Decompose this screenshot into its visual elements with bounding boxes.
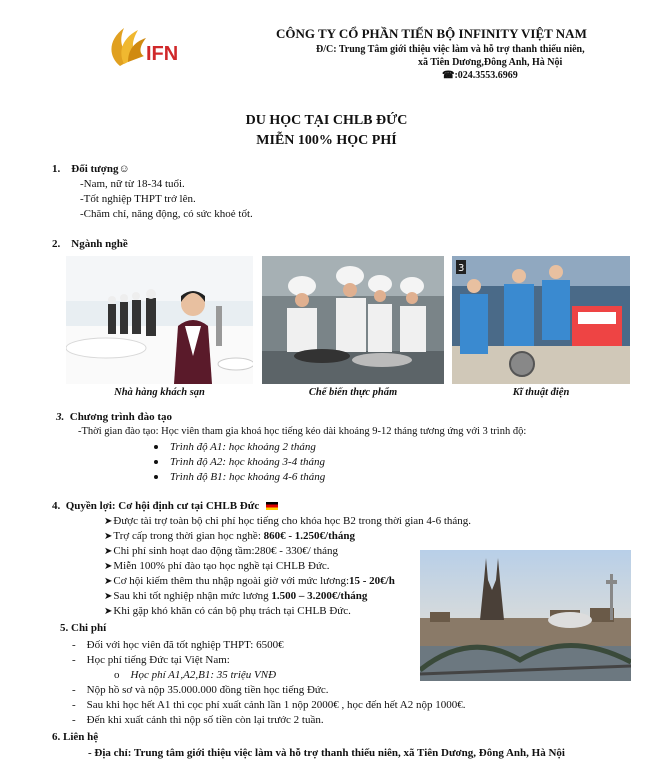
list-item: Trình độ B1: học khoảng 4-6 tháng <box>154 471 325 485</box>
list-item: - Nộp hồ sơ và nộp 35.000.000 đồng tiền học tiếng Đức. <box>72 684 329 696</box>
section-6-title: Liên hệ <box>63 731 99 743</box>
company-address-line2: xã Tiên Dương,Đông Anh, Hà Nội <box>418 57 563 68</box>
list-item: ➤Miễn 100% phí đào tạo học nghề tại CHLB Đức. <box>104 560 330 572</box>
section-5-number: 5. <box>60 622 69 634</box>
list-item: Trình độ A2: học khoảng 3-4 tháng <box>154 456 325 470</box>
list-item: ➤Khi gặp khó khăn có cán bộ phụ trách tại CHLB Đức. <box>104 605 351 617</box>
list-item: - Đối với học viên đã tốt nghiệp THPT: 6500€ <box>72 639 284 651</box>
section-2-number: 2. <box>52 238 61 250</box>
section-3-heading <box>56 411 172 425</box>
page-title: DU HỌC TẠI CHLB ĐỨC <box>245 113 408 128</box>
caption-hotel-restaurant: Nhà hàng khách sạn <box>114 387 205 398</box>
section-4-title: Quyền lợi: Cơ hội định cư tại CHLB Đức <box>65 500 260 512</box>
list-item: ➤Được tài trợ toàn bộ chi phí học tiếng cho khóa học B2 trong thời gian 4-6 tháng. <box>104 515 472 527</box>
caption-electrical: Kĩ thuật điện <box>512 387 570 398</box>
list-item: o Học phí A1,A2,B1: 35 triệu VNĐ <box>114 669 277 681</box>
electrical-engineering-photo <box>452 256 630 384</box>
list-item: Trình độ A1: học khoảng 2 tháng <box>154 441 316 455</box>
company-logo <box>100 22 210 72</box>
food-processing-photo <box>262 256 444 384</box>
section-6-number: 6. <box>52 731 61 743</box>
list-item: -Chăm chỉ, năng động, có sức khoẻ tốt. <box>80 208 253 220</box>
section-3-title: Chương trình đào tạo <box>69 411 172 423</box>
training-intro: -Thời gian đào tạo: Học viên tham gia khoá học tiếng kéo dài khoảng 9-12 tháng tương ứng với 3 trình độ: <box>78 426 527 437</box>
caption-food-processing: Chế biến thực phẩm <box>308 387 398 398</box>
section-1-heading <box>52 163 130 177</box>
section-2-title: Ngành nghề <box>71 238 128 250</box>
section-1-number: 1. <box>52 163 61 175</box>
company-address-line1: Đ/C: Trung Tâm giới thiệu việc làm và hỗ trợ thanh thiếu niên, <box>316 44 585 55</box>
section-4-number: 4. <box>52 500 61 512</box>
list-item: - Học phí tiếng Đức tại Việt Nam: <box>72 654 230 666</box>
contact-address: - Địa chỉ: Trung tâm giới thiệu việc làm và hỗ trợ thanh thiếu niên, xã Tiên Dương, Đông Anh, Hà Nội <box>88 747 565 759</box>
list-item: ➤Sau khi tốt nghiệp nhận mức lương 1.500 – 3.200€/tháng <box>104 590 368 602</box>
page-subtitle: MIỄN 100% HỌC PHÍ <box>256 133 397 148</box>
list-item: - Sau khi học hết A1 thì cọc phí xuất cảnh lần 1 nộp 2000€ , học đến hết A2 nộp 1000€. <box>72 699 466 711</box>
section-4-heading <box>52 500 278 514</box>
section-3-number: 3. <box>56 411 65 423</box>
list-item: ➤Cơ hội kiếm thêm thu nhập ngoài giờ với mức lương:15 - 20€/h <box>104 575 395 587</box>
company-name: CÔNG TY CỔ PHẦN TIẾN BỘ INFINITY VIỆT NAM <box>276 26 587 41</box>
section-1-title: Đối tượng☺ <box>71 163 130 175</box>
company-phone: ☎:024.3553.6969 <box>442 70 518 81</box>
svg-text:3: 3 <box>458 263 465 274</box>
germany-flag-icon <box>266 502 278 510</box>
logo-text: IFN <box>146 43 179 65</box>
section-5-title: Chi phí <box>71 622 107 634</box>
section-2-heading <box>52 238 128 252</box>
list-item: -Nam, nữ từ 18-34 tuổi. <box>80 178 185 190</box>
list-item: ➤Trợ cấp trong thời gian học nghề: 860€ - 1.250€/tháng <box>104 530 356 542</box>
list-item: ➤Chi phí sinh hoạt dao động tầm:280€ - 330€/ tháng <box>104 545 338 557</box>
section-6-heading <box>52 731 98 745</box>
hotel-restaurant-photo <box>66 256 253 384</box>
section-5-heading <box>60 622 106 636</box>
list-item: - Đến khi xuất cảnh thì nộp số tiền còn lại trước 2 tuần. <box>72 714 324 726</box>
cologne-city-photo <box>420 550 631 681</box>
list-item: -Tốt nghiệp THPT trở lên. <box>80 193 196 205</box>
